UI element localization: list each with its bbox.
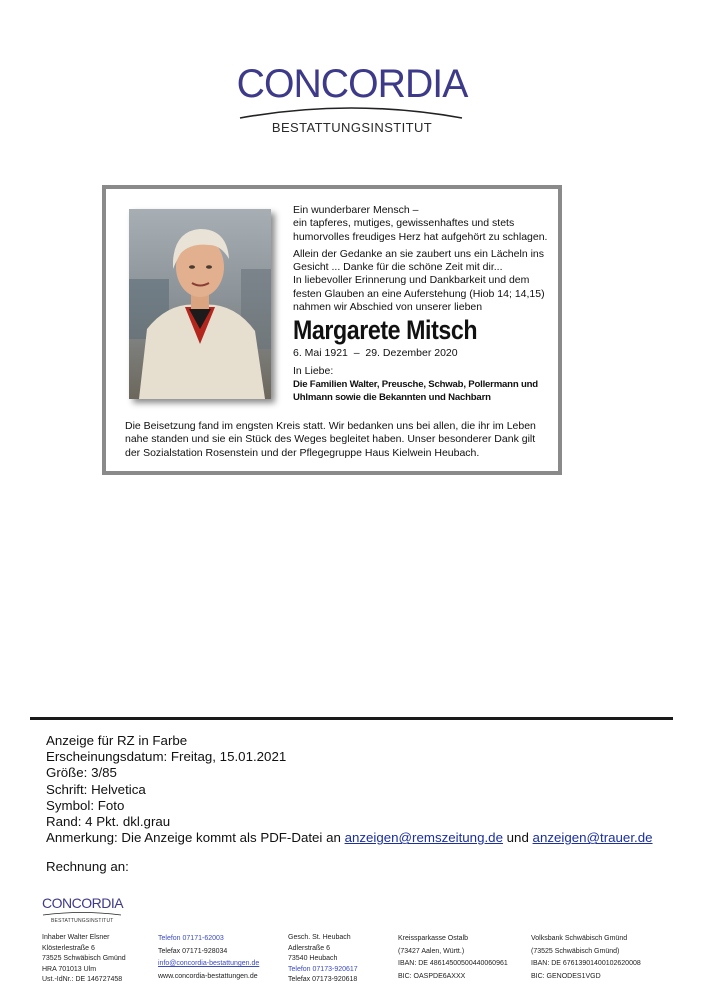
footer-owner-column (42, 933, 126, 986)
intro-line-3: Allein der Gedanke an sie zaubert uns ein Lächeln ins Gesicht ... Danke für die schöne Zeit mit dir... (293, 247, 544, 274)
separator-line (30, 717, 673, 720)
footer-fax: Telefax 07171-928034 (158, 947, 228, 955)
life-dates: 6. Mai 1921 – 29. Dezember 2020 (293, 347, 458, 360)
footer-register: HRA 701013 Ulm (42, 965, 97, 973)
footer-bank2-bic: BIC: GENODES1VGD (531, 972, 601, 980)
footer-branch-fax: Telefax 07173-920618 (288, 976, 358, 983)
footer-email-link[interactable]: info@concordia-bestattungen.de (158, 960, 260, 967)
obituary-ad (102, 185, 562, 475)
concordia-logo (0, 62, 704, 106)
footer-bank1-bic: BIC: OASPDE6AXXX (398, 972, 466, 980)
detail-publication-date: Erscheinungsdatum: Freitag, 15.01.2021 (46, 749, 287, 765)
footer-logo-subtitle: BESTATTUNGSINSTITUT (51, 918, 114, 924)
footer-bank2-name: Volksbank Schwäbisch Gmünd (531, 935, 628, 942)
footer-phone[interactable]: Telefon 07171-62003 (158, 935, 224, 942)
detail-border: Rand: 4 Pkt. dkl.grau (46, 814, 171, 830)
footer-street: Klösterlestraße 6 (42, 944, 95, 952)
portrait-photo (129, 209, 271, 399)
footer-branch-city: 73540 Heubach (288, 955, 338, 962)
logo-subtitle: BESTATTUNGSINSTITUT (271, 120, 433, 135)
note-prefix: Anmerkung: Die Anzeige kommt als PDF-Datei an (46, 830, 345, 846)
logo-arc-icon (238, 104, 464, 120)
footer-branch-street: Adlerstraße 6 (288, 944, 331, 952)
footer-branch-phone[interactable]: Telefon 07173-920617 (288, 965, 358, 973)
footer-owner: Inhaber Walter Elsner (42, 934, 110, 941)
portrait-image (129, 209, 271, 399)
logo-wordmark: CONCORDIA (236, 62, 468, 106)
billing-label: Rechnung an: (46, 859, 129, 874)
footer-bank2-iban: IBAN: DE 67613901400102620008 (531, 960, 641, 967)
detail-size: Größe: 3/85 (46, 765, 117, 781)
footer-branch-name: Gesch. St. Heubach (288, 934, 351, 941)
detail-note (46, 830, 653, 846)
footer-logo-wordmark: CONCORDIA (42, 895, 124, 911)
mourning-families: Die Familien Walter, Preusche, Schwab, Pollermann und Uhlmann sowie die Bekannten und Nachbarn (293, 378, 538, 403)
footer-contact-column (158, 933, 259, 983)
footer-city: 73525 Schwäbisch Gmünd (42, 955, 126, 962)
footer-bank1-iban: IBAN: DE 48614500500440060961 (398, 960, 508, 967)
intro-line-2: ein tapferes, mutiges, gewissenhaftes und stets humorvolles freudiges Herz hat aufgehört zu schlagen. (293, 217, 548, 243)
in-love-label: In Liebe: (293, 364, 334, 377)
footer-logo (42, 895, 123, 924)
order-details (46, 733, 653, 846)
note-mid: und (502, 830, 533, 846)
footer-bank1-column (398, 933, 508, 983)
intro-line-4: In liebevoller Erinnerung und Dankbarkeit und dem festen Glauben an eine Auferstehung (Hiob 14; 14,15) nahmen wir Abschied von unserer lieben (293, 274, 545, 314)
email-link-remszeitung[interactable]: anzeigen@remszeitung.de (344, 830, 503, 846)
email-link-trauer[interactable]: anzeigen@trauer.de (532, 830, 653, 846)
footer-vat: Ust.-IdNr.: DE 146727458 (42, 976, 123, 983)
deceased-name: Margarete Mitsch (293, 315, 478, 346)
funeral-note: Die Beisetzung fand im engsten Kreis statt. Wir bedanken uns bei allen, die ihr im Leben nahe standen und sie ein Stück des Weges begleitet haben. Unser besonderer Dank gilt der Sozialstation Rosenstein und der Pflegegruppe Haus Kielwein Heubach. (125, 420, 536, 459)
obituary-text (293, 204, 548, 404)
footer-logo-arc-icon (42, 911, 122, 916)
detail-font: Schrift: Helvetica (46, 781, 146, 797)
detail-ad-type: Anzeige für RZ in Farbe (46, 733, 188, 748)
intro-line-1: Ein wunderbarer Mensch – (293, 204, 419, 216)
footer-website[interactable]: www.concordia-bestattungen.de (158, 972, 258, 980)
footer-bank2-location: (73525 Schwäbisch Gmünd) (531, 947, 620, 955)
footer-bank1-location: (73427 Aalen, Württ.) (398, 947, 465, 955)
footer-bank1-name: Kreissparkasse Ostalb (398, 935, 469, 942)
footer-branch-column (288, 933, 358, 986)
detail-symbol: Symbol: Foto (46, 797, 125, 813)
footer-bank2-column (531, 933, 641, 983)
